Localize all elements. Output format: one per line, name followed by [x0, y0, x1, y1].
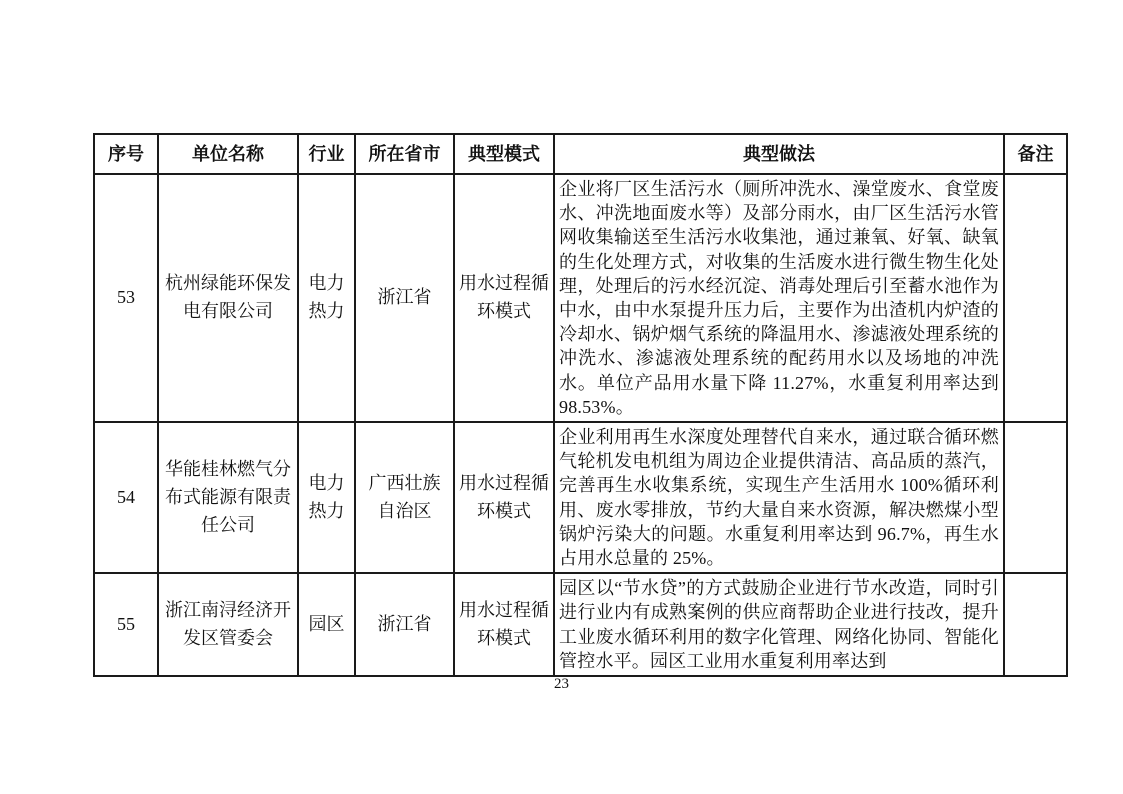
- cell-unit-name: 华能桂林燃气分布式能源有限责任公司: [158, 422, 298, 573]
- cell-practice: 企业将厂区生活污水（厕所冲洗水、澡堂废水、食堂废水、冲洗地面废水等）及部分雨水，由厂区生活污水管网收集输送至生活污水收集池，通过兼氧、好氧、缺氧的生化处理方式，对收集的生活废水进行微生物生化处理，处理后的污水经沉淀、消毒处理后引至蓄水池作为中水，由中水泵提升压力后，主要作为出渣机内炉渣的冷却水、锅炉烟气系统的降温用水、渗滤液处理系统的冲洗水、渗滤液处理系统的配药用水以及场地的冲洗水。单位产品用水量下降 11.27%，水重复利用率达到 98.53%。: [554, 174, 1004, 422]
- header-province: 所在省市: [355, 134, 454, 174]
- cell-industry: 园区: [298, 573, 355, 676]
- cell-remark: [1004, 422, 1067, 573]
- page-number: 23: [554, 676, 569, 692]
- table-row: [94, 573, 1067, 676]
- cell-seq: 54: [94, 422, 158, 573]
- header-remark: 备注: [1004, 134, 1067, 174]
- cell-mode: 用水过程循环模式: [454, 573, 554, 676]
- cell-mode: 用水过程循环模式: [454, 174, 554, 422]
- cell-unit-name: 杭州绿能环保发电有限公司: [158, 174, 298, 422]
- cell-province: 广西壮族自治区: [355, 422, 454, 573]
- table-row: [94, 422, 1067, 573]
- header-practice: 典型做法: [554, 134, 1004, 174]
- cell-practice: 企业利用再生水深度处理替代自来水，通过联合循环燃气轮机发电机组为周边企业提供清洁、高品质的蒸汽，完善再生水收集系统，实现生产生活用水 100%循环利用、废水零排放，节约大量自来水资源，解决燃煤小型锅炉污染大的问题。水重复利用率达到 96.7%，再生水占用水总量的 25%。: [554, 422, 1004, 573]
- table-row: [94, 174, 1067, 422]
- header-seq: 序号: [94, 134, 158, 174]
- cell-industry: 电力热力: [298, 174, 355, 422]
- cell-remark: [1004, 174, 1067, 422]
- cell-seq: 53: [94, 174, 158, 422]
- cell-unit-name: 浙江南浔经济开发区管委会: [158, 573, 298, 676]
- header-mode: 典型模式: [454, 134, 554, 174]
- cell-seq: 55: [94, 573, 158, 676]
- cell-remark: [1004, 573, 1067, 676]
- cell-province: 浙江省: [355, 573, 454, 676]
- header-unit-name: 单位名称: [158, 134, 298, 174]
- cell-practice: 园区以“节水贷”的方式鼓励企业进行节水改造，同时引进行业内有成熟案例的供应商帮助企业进行技改，提升工业废水循环利用的数字化管理、网络化协同、智能化管控水平。园区工业用水重复利用率达到: [554, 573, 1004, 676]
- header-industry: 行业: [298, 134, 355, 174]
- cell-mode: 用水过程循环模式: [454, 422, 554, 573]
- typical-cases-table: [93, 133, 1068, 677]
- cell-province: 浙江省: [355, 174, 454, 422]
- table-header-row: [94, 134, 1067, 174]
- cell-industry: 电力热力: [298, 422, 355, 573]
